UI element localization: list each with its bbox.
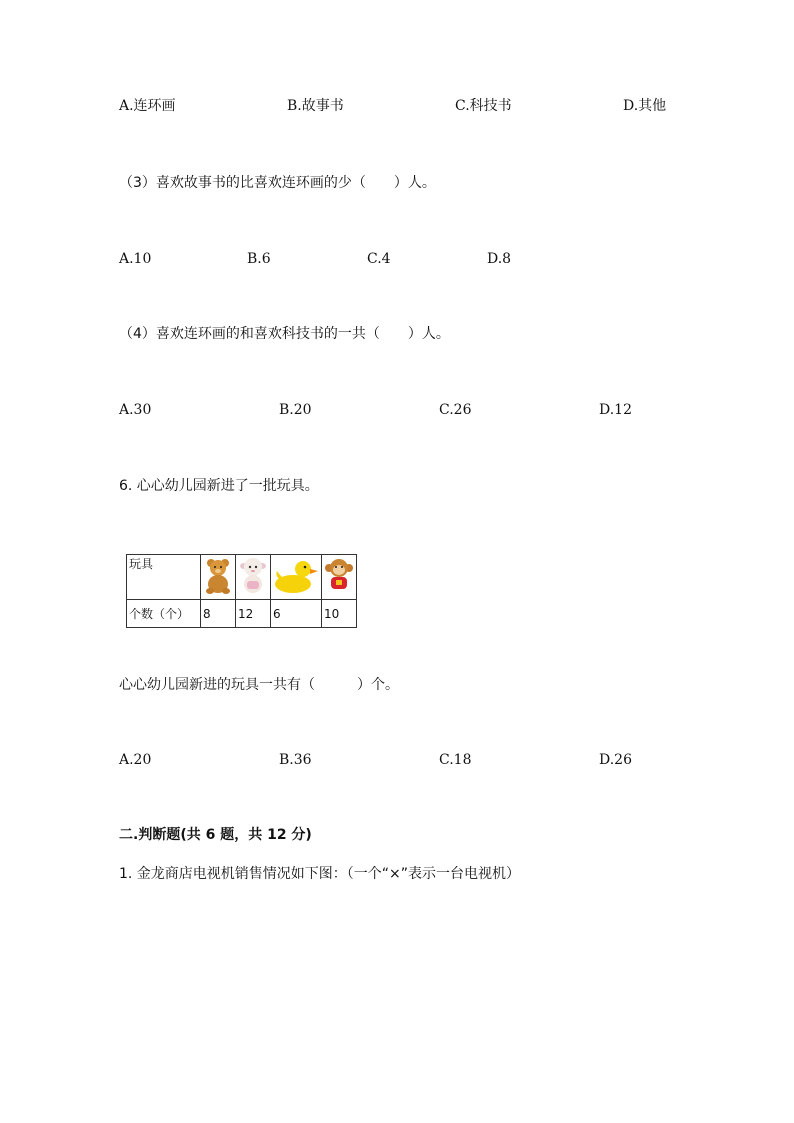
table-header-count: 个数（个） [127,600,201,628]
option-c[interactable]: C.科技书 [455,98,512,114]
section-heading: 二.判断题(共 6 题，共 12 分) [119,827,312,843]
monkey-doll-cell [322,555,357,600]
toy-table [126,554,357,628]
option-b[interactable]: B.36 [279,752,312,768]
option-d[interactable]: D.其他 [623,98,667,114]
monkey-doll-icon [324,555,354,595]
count-cell: 10 [322,600,357,628]
rubber-duck-cell [271,555,322,600]
question-text: 心心幼儿园新进的玩具一共有（ ）个。 [119,677,399,693]
option-c[interactable]: C.26 [439,402,472,418]
option-b[interactable]: B.20 [279,402,312,418]
option-d[interactable]: D.26 [599,752,632,768]
option-d[interactable]: D.8 [487,251,512,267]
sheep-doll-icon [238,555,268,595]
option-c[interactable]: C.4 [367,251,391,267]
option-a[interactable]: A.30 [119,402,152,418]
count-cell: 6 [271,600,322,628]
question-title: 6. 心心幼儿园新进了一批玩具。 [119,478,319,494]
teddy-bear-cell [201,555,236,600]
option-c[interactable]: C.18 [439,752,472,768]
question-text: 1. 金龙商店电视机销售情况如下图：（一个“×”表示一台电视机） [119,866,521,882]
teddy-bear-icon [203,555,233,595]
option-a[interactable]: A.20 [119,752,152,768]
option-b[interactable]: B.6 [247,251,271,267]
table-header-toys: 玩具 [127,555,201,600]
question-text: （3）喜欢故事书的比喜欢连环画的少（ ）人。 [119,175,436,191]
option-b[interactable]: B.故事书 [287,98,344,114]
rubber-duck-icon [273,555,319,595]
question-text: （4）喜欢连环画的和喜欢科技书的一共（ ）人。 [119,326,450,342]
count-cell: 12 [236,600,271,628]
option-a[interactable]: A.10 [119,251,152,267]
option-d[interactable]: D.12 [599,402,632,418]
sheep-doll-cell [236,555,271,600]
count-cell: 8 [201,600,236,628]
option-a[interactable]: A.连环画 [119,98,176,114]
